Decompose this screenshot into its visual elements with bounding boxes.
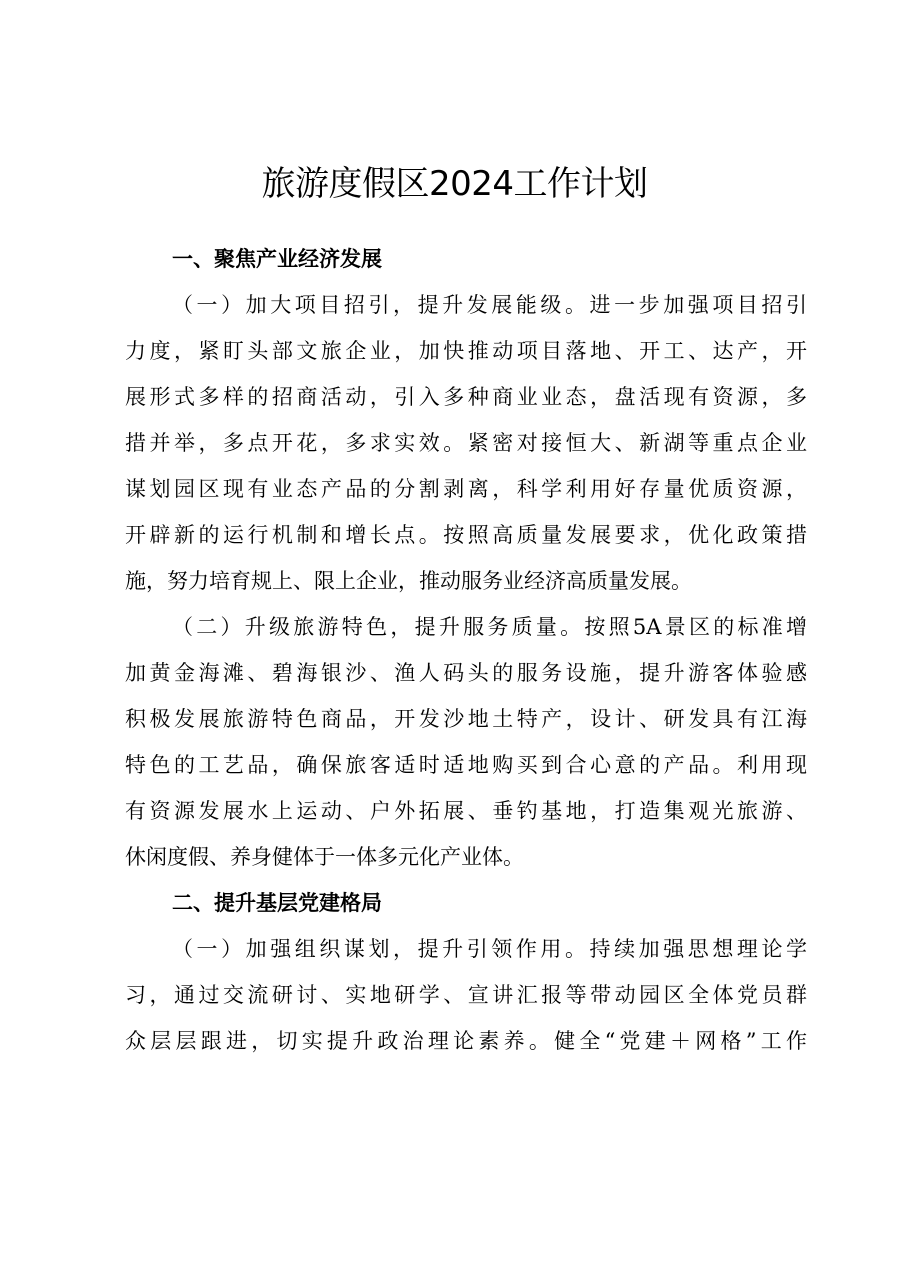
text-line: （二）升级旅游特色，提升服务质量。按照5A景区的标准增 — [172, 615, 807, 639]
text-line: 休闲度假、养身健体于一体多元化产业体。 — [125, 845, 524, 869]
paragraph-2-1 — [125, 926, 807, 1064]
text-line: 习，通过交流研讨、实地研学、宣讲汇报等带动园区全体党员群 — [125, 983, 807, 1007]
paragraph-1-1 — [125, 282, 807, 604]
text-line: 特色的工艺品，确保旅客适时适地购买到合心意的产品。利用现 — [125, 753, 807, 777]
text-line: 施，努力培育规上、限上企业，推动服务业经济高质量发展。 — [125, 569, 692, 593]
text-line: 展形式多样的招商活动，引入多种商业业态，盘活现有资源，多 — [125, 385, 807, 409]
text-line: 开辟新的运行机制和增长点。按照高质量发展要求，优化政策措 — [125, 523, 807, 547]
document-title: 旅游度假区2024工作计划 — [261, 164, 648, 204]
text-line: 措并举，多点开花，多求实效。紧密对接恒大、新湖等重点企业 — [125, 431, 807, 455]
text-line: 加黄金海滩、碧海银沙、渔人码头的服务设施，提升游客体验感 — [125, 661, 807, 685]
text-line: 积极发展旅游特色商品，开发沙地土特产，设计、研发具有江海 — [125, 707, 807, 731]
section-heading-1: 一、聚焦产业经济发展 — [172, 247, 382, 271]
text-line: 众层层跟进，切实提升政治理论素养。健全“党建＋网格”工作 — [125, 1029, 807, 1053]
text-line: 力度，紧盯头部文旅企业，加快推动项目落地、开工、达产，开 — [125, 339, 807, 363]
section-heading-2: 二、提升基层党建格局 — [172, 891, 382, 915]
document-body — [125, 236, 807, 1064]
text-line: （一）加强组织谋划，提升引领作用。持续加强思想理论学 — [172, 937, 807, 961]
text-line: （一）加大项目招引，提升发展能级。进一步加强项目招引 — [172, 293, 807, 317]
text-line: 谋划园区现有业态产品的分割剥离，科学利用好存量优质资源， — [125, 477, 807, 501]
paragraph-1-2 — [125, 604, 807, 880]
text-line: 有资源发展水上运动、户外拓展、垂钓基地，打造集观光旅游、 — [125, 799, 807, 823]
